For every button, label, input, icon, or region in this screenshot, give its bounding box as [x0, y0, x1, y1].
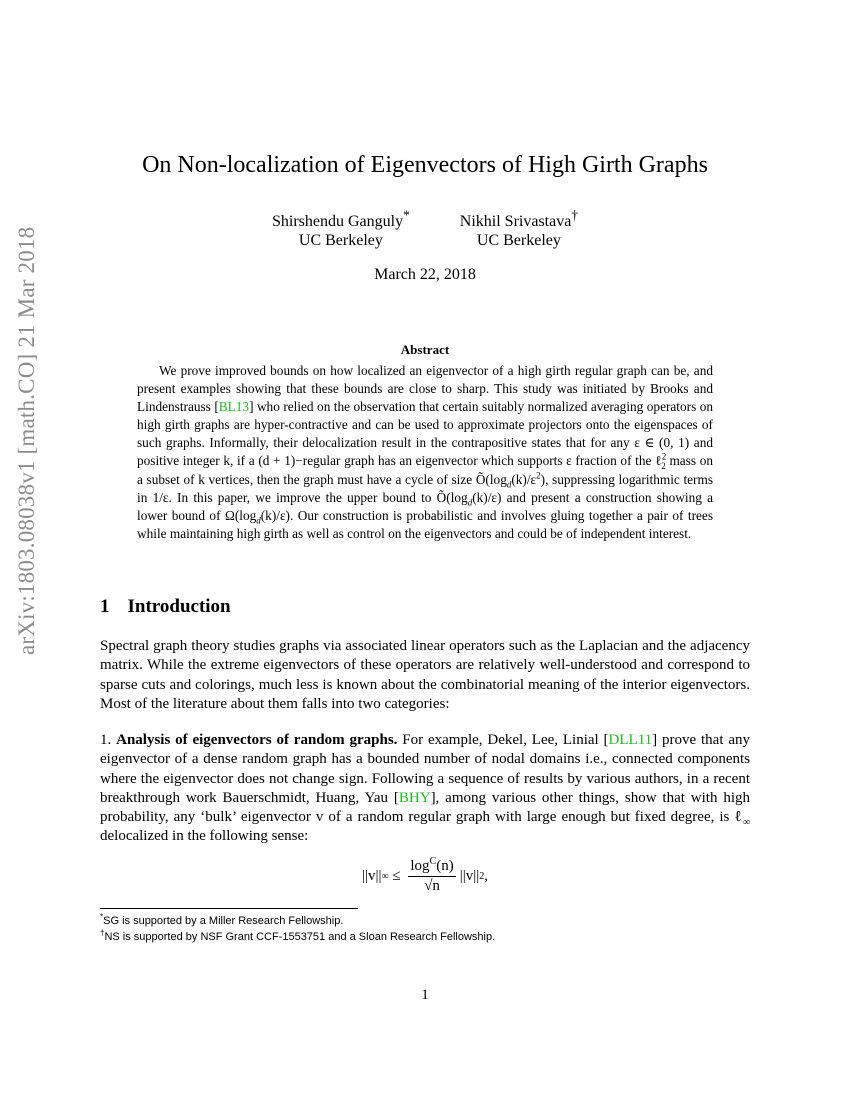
item-heading: Analysis of eigenvectors of random graphs. — [116, 732, 398, 748]
intro-item-1: 1. Analysis of eigenvectors of random graphs. For example, Dekel, Lee, Linial [DLL11] prove that any eigenvector of a dense random graph has a bounded number of nodal domains i.e., connected components where the eigenvector does not change sign. Following a sequence of results by various authors, in a recent breakthrough work Bauerschmidt, Huang, Yau [BHY], among various other things, show that with high probability, any ‘bulk’ eigenvector v of a random regular graph with large enough but fixed degree, is ℓ$_\infty$ delocalized in the following sense: — [100, 732, 751, 845]
citation-link-dll11[interactable]: DLL11 — [608, 732, 653, 748]
footnote-2: †NS is supported by NSF Grant CCF-1553751 and a Sloan Research Fellowship. — [100, 928, 496, 943]
footnote-divider — [100, 908, 358, 909]
abstract-heading: Abstract — [400, 342, 450, 357]
author-1 — [272, 207, 410, 250]
footnote-1: *SG is supported by a Miller Research Fellowship. — [100, 912, 344, 927]
footnotes — [100, 913, 495, 945]
author-footnote-mark: * — [403, 207, 410, 223]
abstract-text: We prove improved bounds on how localized an eigenvector of a high girth regular graph can be, and present examples showing that these bounds are close to sharp. This study was initiated by Brooks and Lindenstrauss [BL13] who relied on the observation that certain suitably normalized averaging operators on high girth graphs are hyper-contractive and can be used to approximate projectors onto the eigenspaces of such graphs. Informally, their delocalization result in the contrapositive states that for any ε ∈ (0, 1) and positive integer k, if a (d + 1)−regular graph has an eigenvector which supports ε fraction of the ℓ$^2_2$ mass on a subset of k vertices, then the graph must have a cycle of size $Õ(\log_d(k)/\varepsilon^2)$, suppressing logarithmic terms in 1/ε. In this paper, we improve the upper bound to $Õ(\log_d(k)/\varepsilon)$ and present a construction showing a lower bound of $\Omega(\log_d(k)/\varepsilon)$. Our construction is probabilistic and involves gluing together a pair of trees while maintaining high girth as well as control on the eigenvectors and could be of independent interest. — [137, 363, 714, 541]
section-number: 1 — [100, 596, 110, 617]
paper-title: On Non-localization of Eigenvectors of High Girth Graphs — [142, 152, 708, 178]
equation-fraction: $\frac{\log^C(n)}{√n}$ — [410, 856, 454, 894]
citation-link-bhy[interactable]: BHY — [398, 789, 431, 806]
author-affiliation: UC Berkeley — [476, 232, 561, 249]
page-number: 1 — [421, 987, 429, 1003]
author-name: Nikhil Srivastava — [459, 213, 572, 230]
section-title: Introduction — [127, 596, 231, 617]
author-footnote-mark: † — [571, 207, 578, 223]
arxiv-identifier-stamp: arXiv:1803.08038v1 [math.CO] 21 Mar 2018 — [14, 226, 39, 655]
intro-paragraph: Spectral graph theory studies graphs via associated linear operators such as the Laplacian and the adjacency matrix. While the extreme eigenvectors of these operators are relatively well-understood and correspond to sparse cuts and colorings, much less is known about the combinatorial meaning of the interior eigenvectors. Most of the literature about them falls into two categories: — [100, 638, 750, 712]
author-name: Shirshendu Ganguly — [272, 213, 404, 230]
citation-link-bl13[interactable]: BL13 — [218, 399, 250, 415]
author-affiliation: UC Berkeley — [298, 232, 383, 249]
display-equation: ||v|| ∞ ≤ $\frac{\log^C(n)}{√n}$ ||v|| 2 , — [362, 856, 488, 894]
paper-date: March 22, 2018 — [374, 266, 476, 283]
section-heading — [100, 596, 231, 618]
author-block — [0, 207, 850, 250]
author-2 — [459, 207, 578, 250]
